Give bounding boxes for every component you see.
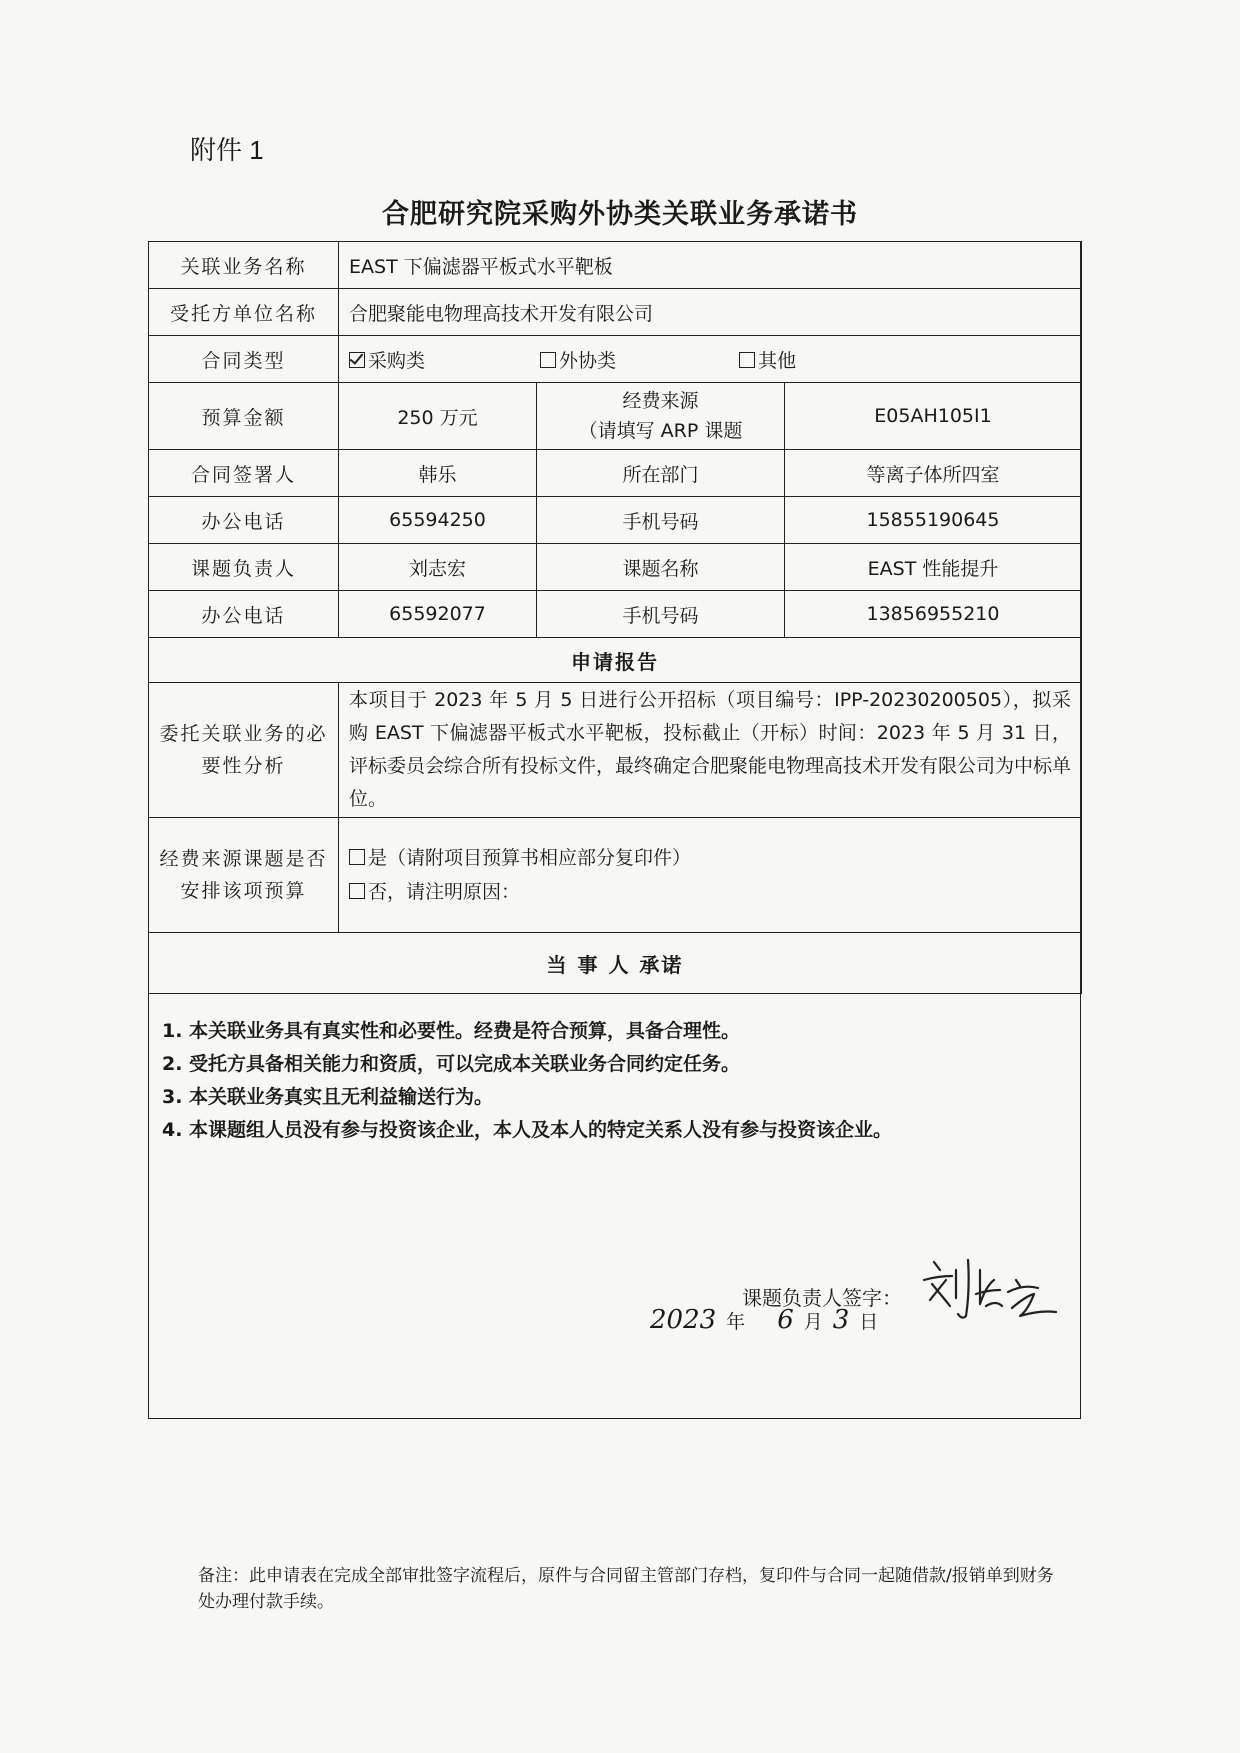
commitment-heading: 当 事 人 承诺 — [149, 933, 1082, 994]
attachment-label: 附件 1 — [190, 135, 264, 165]
commitment-item: 2. 受托方具备相关能力和资质，可以完成本关联业务合同约定任务。 — [162, 1053, 741, 1075]
form-table — [148, 241, 1082, 994]
mobile-value: 15855190645 — [785, 497, 1082, 544]
option-yes[interactable]: 是（请附项目预算书相应部分复印件） — [349, 841, 1071, 875]
row-entrusted-party — [149, 289, 1082, 336]
signer-value: 韩乐 — [339, 450, 537, 497]
office-phone-value: 65594250 — [339, 497, 537, 544]
signature-date — [650, 1305, 888, 1335]
footnote: 备注：此申请表在完成全部审批签字流程后，原件与合同留主管部门存档，复印件与合同一起随借款/报销单到财务处办理付款手续。 — [198, 1566, 1054, 1612]
handwritten-signature-icon — [916, 1250, 1076, 1330]
mobile-value: 13856955210 — [785, 591, 1082, 638]
row-leader — [149, 544, 1082, 591]
commitment-item: 1. 本关联业务具有真实性和必要性。经费是符合预算，具备合理性。 — [162, 1020, 741, 1042]
office-phone-label: 办公电话 — [149, 591, 339, 638]
signature-label: 课题负责人签字： — [742, 1286, 902, 1310]
mobile-label: 手机号码 — [537, 591, 785, 638]
funding-source-value: E05AH105I1 — [785, 383, 1082, 450]
date-month: 6 — [777, 1305, 794, 1335]
entrusted-party-value: 合肥聚能电物理高技术开发有限公司 — [339, 289, 1082, 336]
row-application-heading — [149, 638, 1082, 683]
date-year-unit: 年 — [726, 1311, 746, 1333]
option-outsourcing[interactable]: 外协类 — [540, 346, 733, 373]
application-heading: 申请报告 — [149, 638, 1082, 683]
row-leader-phone — [149, 591, 1082, 638]
row-budget — [149, 383, 1082, 450]
business-name-label: 关联业务名称 — [149, 242, 339, 289]
project-leader-value: 刘志宏 — [339, 544, 537, 591]
commitment-item: 3. 本关联业务真实且无利益输送行为。 — [162, 1086, 494, 1108]
row-business-name — [149, 242, 1082, 289]
project-name-label: 课题名称 — [537, 544, 785, 591]
budget-label: 预算金额 — [149, 383, 339, 450]
document-title: 合肥研究院采购外协类关联业务承诺书 — [382, 199, 858, 230]
date-year: 2023 — [650, 1305, 717, 1335]
row-signer-phone — [149, 497, 1082, 544]
department-value: 等离子体所四室 — [785, 450, 1082, 497]
department-label: 所在部门 — [537, 450, 785, 497]
contract-type-label: 合同类型 — [149, 336, 339, 383]
contract-type-options — [339, 336, 1082, 383]
funding-source-label: 经费来源 （请填写 ARP 课题 — [537, 383, 785, 450]
date-month-unit: 月 — [803, 1311, 823, 1333]
budget-question-label: 经费来源课题是否 安排该项预算 — [149, 818, 339, 933]
checkbox-checked-icon[interactable] — [349, 352, 365, 368]
project-name-value: EAST 性能提升 — [785, 544, 1082, 591]
option-purchase[interactable]: 采购类 — [349, 346, 534, 373]
project-leader-label: 课题负责人 — [149, 544, 339, 591]
commitment-item: 4. 本课题组人员没有参与投资该企业，本人及本人的特定关系人没有参与投资该企业。 — [162, 1119, 893, 1141]
checkbox-icon[interactable] — [349, 883, 365, 899]
budget-value: 250 万元 — [339, 383, 537, 450]
commitment-list — [162, 1015, 1062, 1147]
row-budget-question — [149, 818, 1082, 933]
option-other[interactable]: 其他 — [739, 346, 796, 373]
budget-question-options — [339, 818, 1082, 933]
business-name-value: EAST 下偏滤器平板式水平靶板 — [339, 242, 1082, 289]
checkbox-icon[interactable] — [349, 849, 365, 865]
row-commitment-heading — [149, 933, 1082, 994]
row-contract-type — [149, 336, 1082, 383]
entrusted-party-label: 受托方单位名称 — [149, 289, 339, 336]
date-day-unit: 日 — [859, 1311, 879, 1333]
office-phone-label: 办公电话 — [149, 497, 339, 544]
row-signer — [149, 450, 1082, 497]
necessity-text: 本项目于 2023 年 5 月 5 日进行公开招标（项目编号：IPP-20230200505），拟采购 EAST 下偏滤器平板式水平靶板，投标截止（开标）时间：2023 年 5 月 31 日，评标委员会综合所有投标文件，最终确定合肥聚能电物理高技术开发有限公司为中标单位。 — [339, 683, 1082, 818]
necessity-label: 委托关联业务的必 要性分析 — [149, 683, 339, 818]
mobile-label: 手机号码 — [537, 497, 785, 544]
option-no[interactable]: 否，请注明原因： — [349, 875, 1071, 909]
signer-label: 合同签署人 — [149, 450, 339, 497]
checkbox-icon[interactable] — [739, 352, 755, 368]
date-day: 3 — [832, 1305, 850, 1335]
checkbox-icon[interactable] — [540, 352, 556, 368]
row-necessity — [149, 683, 1082, 818]
office-phone-value: 65592077 — [339, 591, 537, 638]
